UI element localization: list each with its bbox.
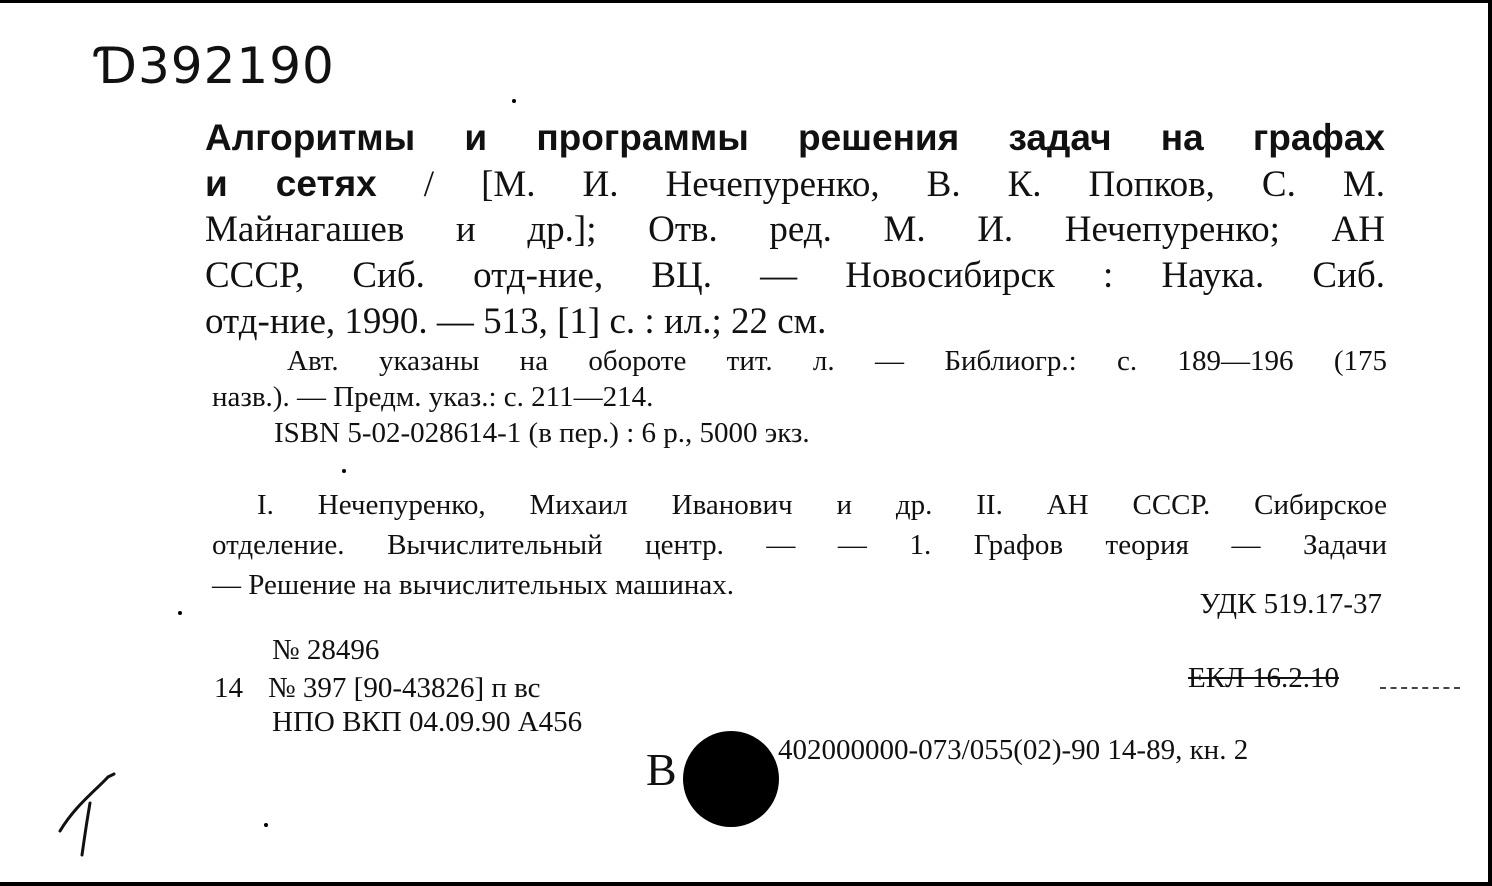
- notes: [212, 343, 1387, 451]
- tracings-line-3: — Решение на вычислительных машинах.: [212, 569, 735, 601]
- speck-1: [512, 99, 516, 103]
- speck-3: [178, 611, 182, 615]
- notes-line-2: назв.). — Предм. указ.: с. 211—214.: [212, 381, 654, 413]
- speck-4: [264, 823, 268, 827]
- tracings-line-1: I. Нечепуренко, Михаил Иванович и др. II. АН СССР. Сибирское: [257, 489, 1387, 521]
- authors-line: [M. И. Нечепуренко, В. К. Попков, С. М.: [481, 164, 1385, 205]
- speck-2: [342, 469, 346, 473]
- record-number: № 28496: [272, 634, 380, 666]
- main-entry-line-4: СССР, Сиб. отд-ние, ВЦ. — Новосибирск : Наука. Сиб.: [205, 255, 1385, 296]
- main-entry: [205, 115, 1385, 161]
- publisher-line: НПО ВКП 04.09.90 А456: [272, 706, 583, 738]
- record-prefix: 14: [214, 672, 243, 704]
- notes-line-1: Авт. указаны на обороте тит. л. — Библиогр.: с. 189—196 (175: [287, 345, 1387, 377]
- punch-hole-icon: [683, 731, 779, 827]
- call-number: Ɗ392190: [96, 37, 335, 95]
- tracings-line-2: отделение. Вычислительный центр. — — 1. Графов теория — Задачи: [212, 529, 1387, 561]
- isbn-line: ISBN 5-02-028614-1 (в пер.) : 6 р., 5000 экз.: [274, 417, 810, 449]
- udk-code: УДК 519.17-37: [1199, 588, 1382, 620]
- main-entry-line-1: [205, 115, 1385, 161]
- ekl-code: ЕКЛ 16.2.10: [1188, 662, 1339, 694]
- ekl-dash: [1380, 687, 1460, 689]
- main-entry-line-2: и сетях / [M. И. Нечепуренко, В. К. Попков, С. М.: [205, 163, 1385, 205]
- main-entry-cont: [205, 161, 1385, 345]
- title-bold: Алгоритмы и программы решения задач на графах: [205, 117, 1385, 158]
- class-letter: В: [646, 744, 677, 795]
- main-entry-line-3: Майнагашев и др.]; Отв. ред. М. И. Нечепуренко; АН: [205, 209, 1385, 250]
- main-entry-line-5: отд-ние, 1990. — 513, [1] с. : ил.; 22 см.: [205, 301, 827, 342]
- order-line: № 397 [90-43826] п вс: [268, 672, 541, 704]
- class-code: 402000000-073/055(02)-90 14-89, кн. 2: [778, 734, 1249, 766]
- handwritten-mark-icon: [50, 771, 120, 861]
